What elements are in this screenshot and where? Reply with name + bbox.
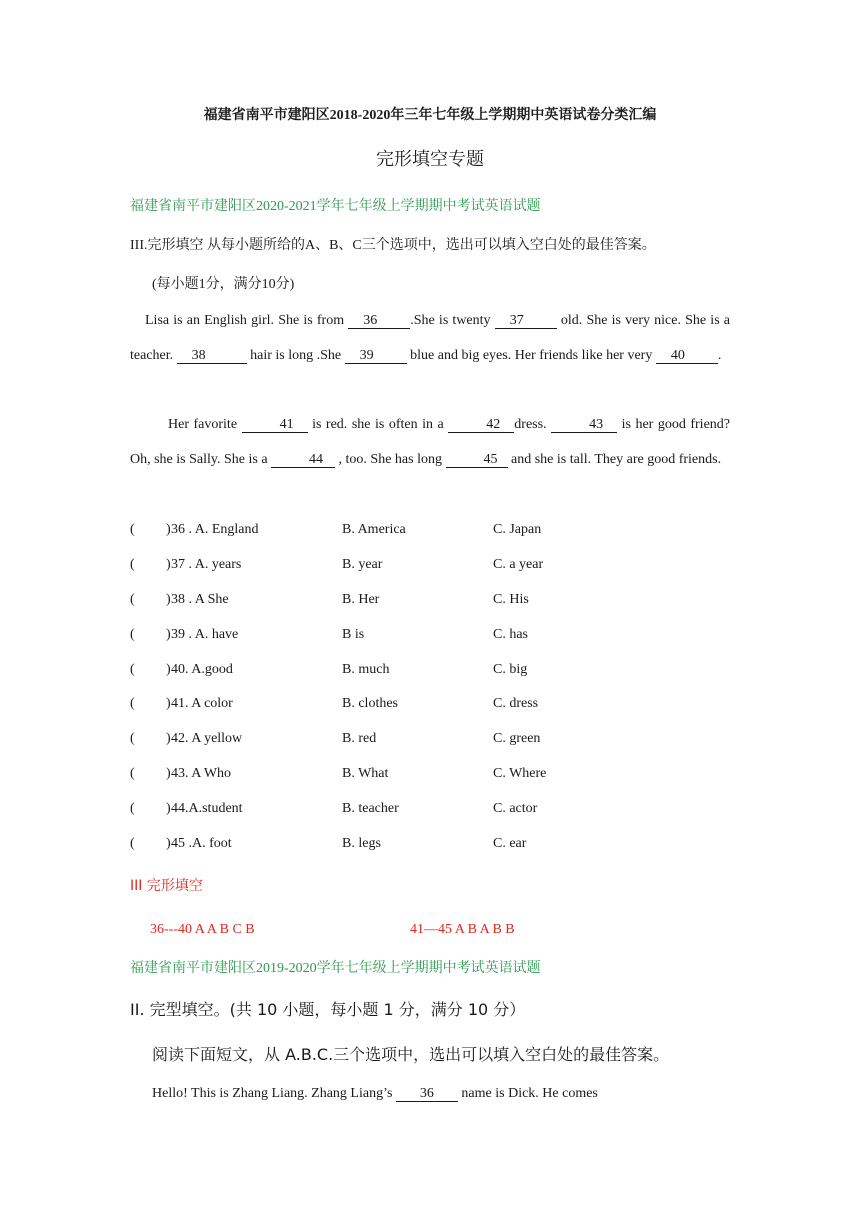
passage-text: name is Dick. He comes [461, 1086, 598, 1101]
option-row [130, 766, 730, 786]
question-option-c: C. dress [493, 696, 539, 711]
answer-paren-close: ) [166, 557, 171, 572]
answer-paren-close: ) [166, 731, 171, 746]
option-row [130, 801, 730, 821]
question-option-a: 42. A yellow [171, 731, 243, 746]
passage-paragraph-1 [130, 303, 730, 373]
passage-text: is red. she is often in a [312, 417, 444, 432]
answer-paren-open: ( [130, 766, 135, 781]
question-option-a: 43. A Who [171, 766, 232, 781]
section2-heading: 福建省南平市建阳区2019-2020学年七年级上学期期中考试英语试题 [130, 961, 541, 976]
option-row [130, 592, 730, 612]
answer-paren-open: ( [130, 696, 135, 711]
passage-text: Lisa is an English girl. She is from [145, 313, 345, 328]
answer-paren-close: ) [166, 766, 171, 781]
answer-paren-open: ( [130, 557, 135, 572]
question-option-c: C. has [493, 627, 528, 642]
question-option-a: 39 . A. have [171, 627, 239, 642]
passage-text: hair is long .She [250, 348, 342, 363]
question-option-b: B. clothes [342, 696, 398, 711]
question-option-b: B. teacher [342, 801, 399, 816]
answer-paren-open: ( [130, 836, 135, 851]
question-option-c: C. big [493, 662, 528, 677]
document-subtitle: 完形填空专题 [376, 149, 484, 170]
question-option-a: 41. A color [171, 696, 233, 711]
option-row [130, 836, 730, 856]
passage-text: is her good friend? Oh, she is Sally. She is a [130, 417, 730, 467]
question-option-b: B. Her [342, 592, 380, 607]
passage-text: . [717, 348, 722, 363]
option-row [130, 627, 730, 647]
answer-paren-close: ) [166, 522, 171, 537]
passage-text: Hello! This is Zhang Liang. Zhang Liang’s [152, 1086, 393, 1101]
blank-43: 43 [551, 417, 617, 433]
passage-paragraph-2 [130, 407, 730, 477]
answer-paren-close: ) [166, 592, 171, 607]
question-option-c: C. ear [493, 836, 527, 851]
question-option-b: B. year [342, 557, 383, 572]
question-option-a: 36 . A. England [171, 522, 259, 537]
blank-39: 39 [345, 348, 407, 364]
passage-text: , too. She has long [338, 452, 442, 467]
answer-paren-open: ( [130, 627, 135, 642]
question-option-c: C. green [493, 731, 541, 746]
question-option-b: B. red [342, 731, 377, 746]
answer-paren-close: ) [166, 696, 171, 711]
answers-group-1: 36---40 A A B C B [150, 922, 255, 937]
blank-36: 36 [396, 1086, 458, 1102]
question-option-a: 45 .A. foot [171, 836, 232, 851]
passage-text: Her favorite [168, 417, 238, 432]
question-option-b: B is [342, 627, 365, 642]
option-row [130, 731, 730, 751]
question-option-a: 37 . A. years [171, 557, 242, 572]
question-option-a: 38 . A She [171, 592, 229, 607]
question-option-b: B. America [342, 522, 406, 537]
passage-text: dress. [514, 417, 547, 432]
passage-text: and she is tall. They are good friends. [511, 452, 722, 467]
passage-text: old. She is very nice. She is a teacher. [130, 313, 731, 363]
blank-45: 45 [446, 452, 508, 468]
option-row [130, 696, 730, 716]
answers-heading: III 完形填空 [130, 878, 203, 894]
question-option-c: C. Where [493, 766, 547, 781]
option-row [130, 662, 730, 682]
answer-paren-open: ( [130, 592, 135, 607]
question-option-c: C. actor [493, 801, 538, 816]
section1-heading: 福建省南平市建阳区2020-2021学年七年级上学期期中考试英语试题 [130, 199, 541, 214]
answer-paren-close: ) [166, 662, 171, 677]
section2-direction: 阅读下面短文，从 A.B.C.三个选项中，选出可以填入空白处的最佳答案。 [152, 1045, 670, 1064]
section2-passage [152, 1086, 598, 1102]
answer-paren-open: ( [130, 731, 135, 746]
answer-paren-open: ( [130, 662, 135, 677]
question-option-b: B. What [342, 766, 389, 781]
blank-37: 37 [495, 313, 557, 329]
answer-paren-close: ) [166, 801, 171, 816]
question-option-a: 44.A.student [171, 801, 243, 816]
question-option-c: C. Japan [493, 522, 542, 537]
option-row [130, 557, 730, 577]
blank-42: 42 [448, 417, 514, 433]
blank-38: 38 [177, 348, 247, 364]
blank-40: 40 [656, 348, 718, 364]
passage-text: blue and big eyes. Her friends like her very [410, 348, 653, 363]
question-option-b: B. much [342, 662, 390, 677]
document-title: 福建省南平市建阳区2018-2020年三年七年级上学期期中英语试卷分类汇编 [203, 108, 657, 123]
question-option-c: C. a year [493, 557, 544, 572]
blank-36: 36 [348, 313, 410, 329]
answers-group-2: 41—45 A B A B B [410, 922, 515, 937]
answer-paren-close: ) [166, 836, 171, 851]
section1-score-note: (每小题1分，满分10分) [152, 277, 295, 292]
answer-paren-open: ( [130, 801, 135, 816]
section1-instruction: III.完形填空 从每小题所给的A、B、C三个选项中，选出可以填入空白处的最佳答案。 [130, 238, 656, 253]
passage-text: .She is twenty [410, 313, 491, 328]
question-option-a: 40. A.good [171, 662, 233, 677]
answer-paren-open: ( [130, 522, 135, 537]
section2-instruction: II. 完型填空。(共 10 小题，每小题 1 分，满分 10 分） [130, 1000, 526, 1019]
question-option-c: C. His [493, 592, 529, 607]
option-row [130, 522, 730, 542]
blank-44: 44 [271, 452, 335, 468]
blank-41: 41 [242, 417, 308, 433]
answer-paren-close: ) [166, 627, 171, 642]
question-option-b: B. legs [342, 836, 381, 851]
